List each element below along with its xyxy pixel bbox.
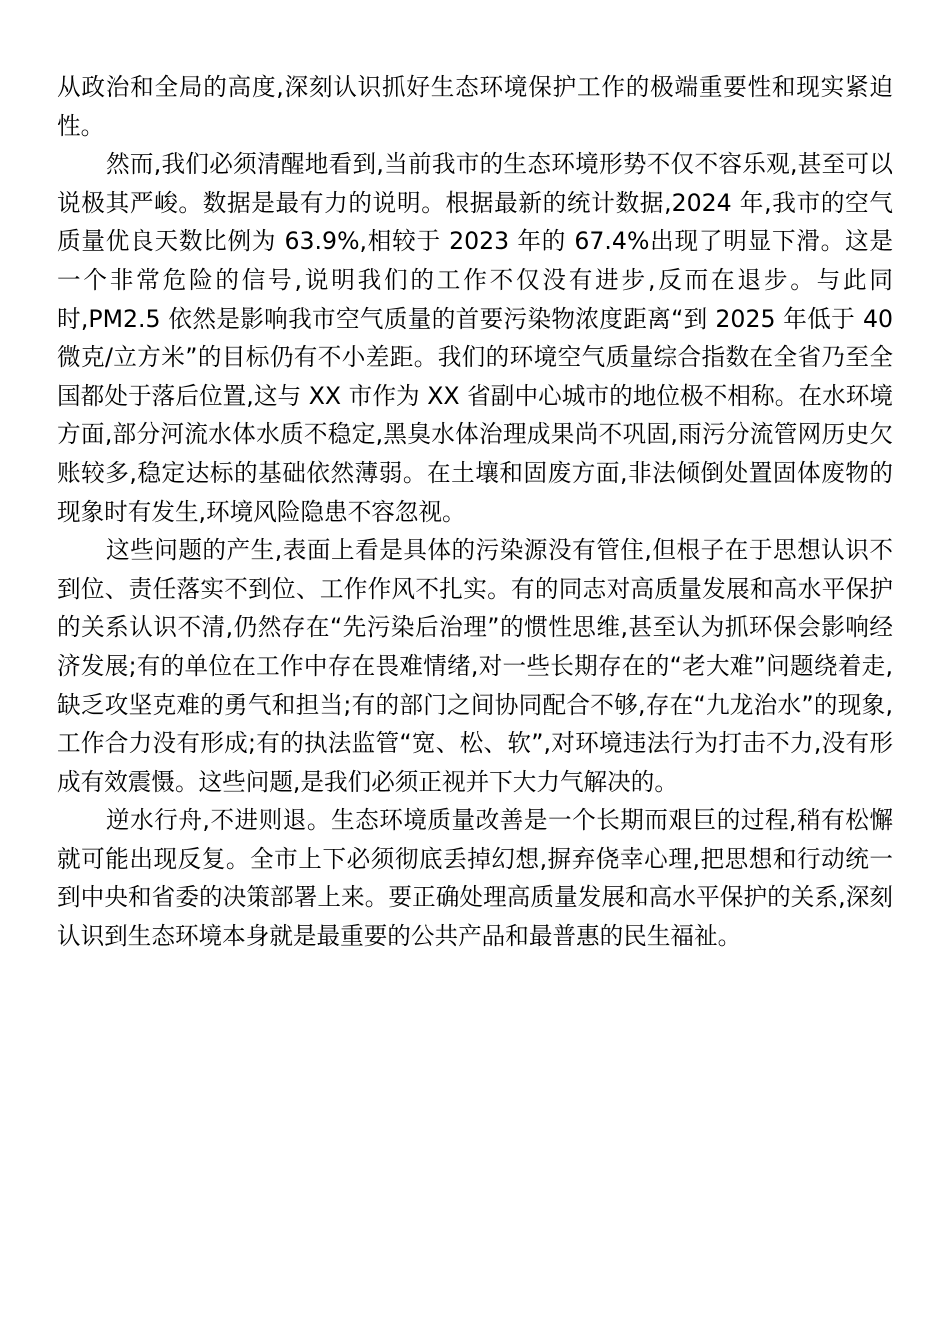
paragraph-environment-situation: 然而,我们必须清醒地看到,当前我市的生态环境形势不仅不容乐观,甚至可以说极其严峻。数据是最有力的说明。根据最新的统计数据,2024 年,我市的空气质量优良天数比例为 63.9%,相较于 2023 年的 67.4%出现了明显下滑。这是一个非常危险的信号,说明我们的工作不仅没有进步,反而在退步。与此同时,PM2.5 依然是影响我市空气质量的首要污染物浓度距离“到 2025 年低于 40 微克/立方米”的目标仍有不小差距。我们的环境空气质量综合指数在全省乃至全国都处于落后位置,这与 XX 市作为 XX 省副中心城市的地位极不相称。在水环境方面,部分河流水体水质不稳定,黑臭水体治理成果尚不巩固,雨污分流管网历史欠账较多,稳定达标的基础依然薄弱。在土壤和固废方面,非法倾倒处置固体废物的现象时有发生,环境风险隐患不容忽视。	[57, 150, 893, 526]
paragraph-continuation: 从政治和全局的高度,深刻认识抓好生态环境保护工作的极端重要性和现实紧迫性。	[57, 73, 893, 140]
paragraph-problem-causes: 这些问题的产生,表面上看是具体的污染源没有管住,但根子在于思想认识不到位、责任落实不到位、工作作风不扎实。有的同志对高质量发展和高水平保护的关系认识不清,仍然存在“先污染后治理”的惯性思维,甚至认为抓环保会影响经济发展;有的单位在工作中存在畏难情绪,对一些长期存在的“老大难”问题绕着走,缺乏攻坚克难的勇气和担当;有的部门之间协同配合不够,存在“九龙治水”的现象,工作合力没有形成;有的执法监管“宽、松、软”,对环境违法行为打击不力,没有形成有效震慑。这些问题,是我们必须正视并下大力气解决的。	[57, 536, 893, 796]
document-page	[57, 68, 893, 956]
paragraph-call-to-action: 逆水行舟,不进则退。生态环境质量改善是一个长期而艰巨的过程,稍有松懈就可能出现反复。全市上下必须彻底丢掉幻想,摒弃侥幸心理,把思想和行动统一到中央和省委的决策部署上来。要正确处理高质量发展和高水平保护的关系,深刻认识到生态环境本身就是最重要的公共产品和最普惠的民生福祉。	[57, 806, 893, 951]
